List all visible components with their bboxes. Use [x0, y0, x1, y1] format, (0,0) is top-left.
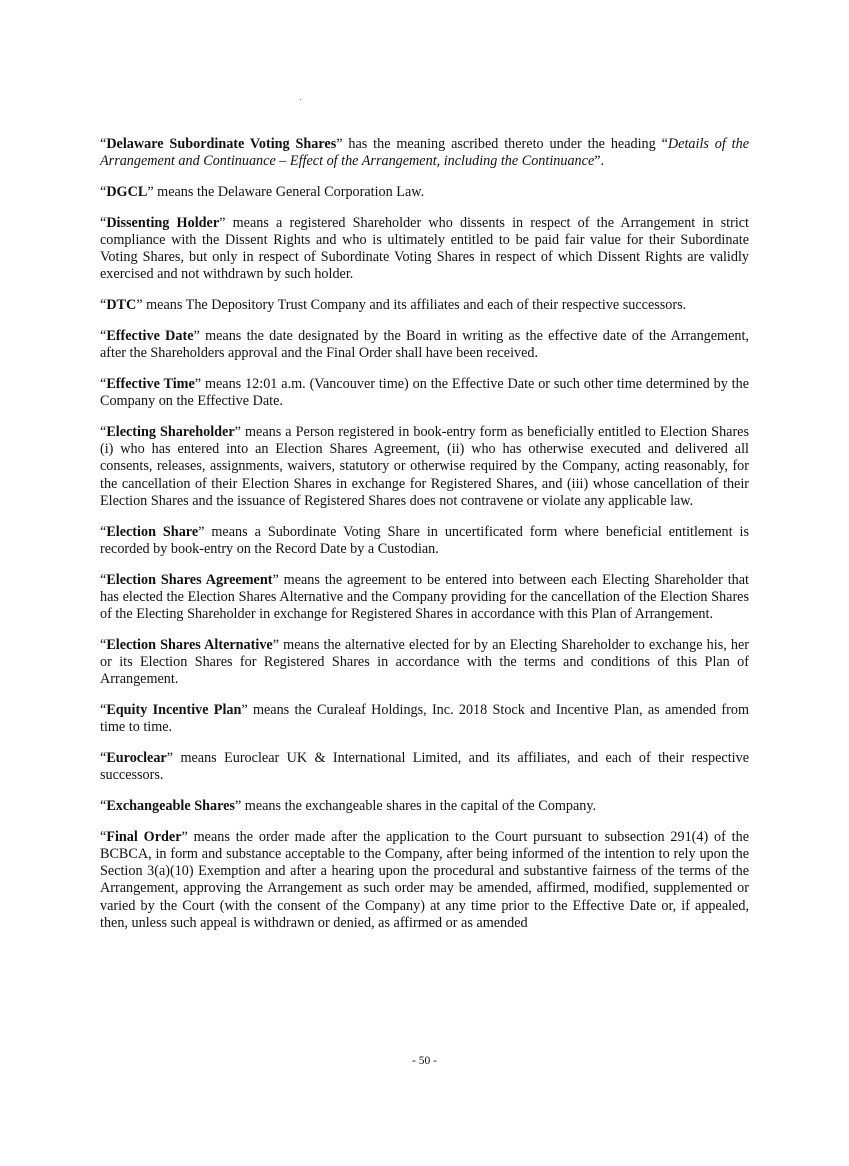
definition-final-order: “Final Order” means the order made after the application to the Court pursuant to subsection 291(4) of the BCBCA, in form and substance acceptable to the Company, after being informed of the intention to rely upon the Section 3(a)(10) Exemption and after a hearing upon the procedural and substantive fairness of the terms of the Arrangement, approving the Arrangement as such order may be amended, affirmed, modified, supplemented or varied by the Court (with the consent of the Company) at any time prior to the Effective Date or, if appealed, then, unless such appeal is withdrawn or denied, as affirmed or as amended — [100, 828, 749, 931]
definition-text: means the order made after the application to the Court pursuant to subsection 291(4) of the BCBCA, in form and substance acceptable to the Company, after being informed of the intention to rely upon the Section 3(a)(10) Exemption and after a hearing upon the procedural and substantive fairness of the terms of the Arrangement, approving the Arrangement as such order may be amended, affirmed, modified, supplemented or varied by the Court (with the consent of the Company) at any time prior to the Effective Date or, if appealed, then, unless such appeal is withdrawn or denied, as affirmed or as amended — [100, 828, 749, 931]
page-number: - 50 - — [412, 1055, 437, 1067]
definition-term: Election Shares Alternative — [106, 636, 273, 653]
definition-text: means a Subordinate Voting Share in uncertificated form where beneficial entitlement is recorded by book-entry on the Record Date by a Custodian. — [100, 523, 749, 557]
definition-term: Effective Date — [106, 328, 194, 344]
definition-equity-incentive-plan: “Equity Incentive Plan” means the Curaleaf Holdings, Inc. 2018 Stock and Incentive Plan, as amended from time to time. — [100, 702, 749, 736]
definition-text: means the exchangeable shares in the capital of the Company. — [241, 798, 597, 815]
definition-term: Election Shares Agreement — [106, 571, 273, 588]
definition-term: Effective Time — [106, 376, 195, 392]
definition-term: Delaware Subordinate Voting Shares — [106, 136, 337, 152]
definition-term: DGCL — [106, 184, 148, 200]
definition-euroclear: “Euroclear” means Euroclear UK & International Limited, and its affiliates, and each of their respective successors. — [100, 750, 749, 784]
definition-term: Election Share — [106, 523, 199, 540]
scan-speck — [300, 99, 301, 100]
definition-dissenting-holder: “Dissenting Holder” means a registered Shareholder who dissents in respect of the Arrangement in strict compliance with the Dissent Rights and who is ultimately entitled to be paid fair value for their Subordinate Voting Shares, but only in respect of Subordinate Voting Shares in respect of which Dissent Rights are validly exercised and not withdrawn by such holder. — [100, 214, 749, 283]
definitions-list — [100, 136, 749, 945]
definition-election-share: “Election Share” means a Subordinate Voting Share in uncertificated form where beneficial entitlement is recorded by book-entry on the Record Date by a Custodian. — [100, 523, 749, 557]
definition-effective-date: “Effective Date” means the date designated by the Board in writing as the effective date of the Arrangement, after the Shareholders approval and the Final Order shall have been received. — [100, 328, 749, 362]
definition-text: means The Depository Trust Company and its affiliates and each of their respective successors. — [142, 297, 687, 314]
definition-italic-heading: Details of the Arrangement and Continuance – Effect of the Arrangement, including the Continuance — [100, 136, 749, 170]
definition-text: means the Curaleaf Holdings, Inc. 2018 Stock and Incentive Plan, as amended from time to time. — [100, 702, 749, 736]
definition-election-shares-agreement: “Election Shares Agreement” means the agreement to be entered into between each Electing Shareholder that has elected the Election Shares Alternative and the Company providing for the cancellation of the Election Shares of the Electing Shareholder in exchange for Registered Shares in accordance with this Plan of Arrangement. — [100, 571, 749, 623]
definition-text: means a Person registered in book-entry form as beneficially entitled to Election Shares (i) who has entered into an Election Shares Agreement, (ii) who has otherwise executed and delivered all consents, releases, assignments, waivers, statutory or otherwise required by the Company, acting reasonably, for the cancellation of their Election Shares in exchange for Registered Shares, and (iii) whose cancellation of their Election Shares and the issuance of Registered Shares does not contravene or violate any applicable law. — [100, 424, 749, 509]
definition-text: means Euroclear UK & International Limited, and its affiliates, and each of their respective successors. — [100, 750, 749, 784]
definition-term: Equity Incentive Plan — [106, 702, 242, 719]
definition-text: means the alternative elected for by an Electing Shareholder to exchange his, her or its Election Shares for Registered Shares in accordance with the terms and conditions of this Plan of Arrangement. — [100, 636, 749, 688]
definition-exchangeable-shares: “Exchangeable Shares” means the exchangeable shares in the capital of the Company. — [100, 798, 597, 815]
definition-term: Electing Shareholder — [106, 424, 235, 440]
definition-text: means 12:01 a.m. (Vancouver time) on the Effective Date or such other time determined by the Company on the Effective Date. — [100, 376, 749, 410]
definition-election-shares-alternative: “Election Shares Alternative” means the alternative elected for by an Electing Shareholder to exchange his, her or its Election Shares for Registered Shares in accordance with the terms and conditions of this Plan of Arrangement. — [100, 636, 749, 688]
definition-tail: ”. — [594, 153, 605, 170]
definition-text: means the agreement to be entered into between each Electing Shareholder that has elected the Election Shares Alternative and the Company providing for the cancellation of the Election Shares of the Electing Shareholder in exchange for Registered Shares in accordance with this Plan of Arrangement. — [100, 571, 749, 623]
definition-delaware-subordinate-voting-shares: “Delaware Subordinate Voting Shares” has the meaning ascribed thereto under the heading “Details of the Arrangement and Continuance – Effect of the Arrangement, including the Continuance”. — [100, 136, 749, 170]
definition-term: Exchangeable Shares — [106, 798, 235, 815]
definition-term: Euroclear — [106, 750, 167, 767]
definition-effective-time: “Effective Time” means 12:01 a.m. (Vancouver time) on the Effective Date or such other time determined by the Company on the Effective Date. — [100, 376, 749, 410]
definition-text: means the date designated by the Board in writing as the effective date of the Arrangement, after the Shareholders approval and the Final Order shall have been received. — [100, 328, 749, 362]
definition-dtc: “DTC” means The Depository Trust Company and its affiliates and each of their respective successors. — [100, 297, 687, 314]
definition-term: Final Order — [106, 828, 182, 845]
definition-text: means the Delaware General Corporation Law. — [153, 184, 425, 200]
definition-text: has the meaning ascribed thereto under the heading “ — [342, 136, 668, 152]
definition-text: means a registered Shareholder who dissents in respect of the Arrangement in strict compliance with the Dissent Rights and who is ultimately entitled to be paid fair value for their Subordinate Voting Shares, but only in respect of Subordinate Voting Shares in respect of which Dissent Rights are validly exercised and not withdrawn by such holder. — [100, 214, 749, 283]
definition-dgcl: “DGCL” means the Delaware General Corporation Law. — [100, 184, 425, 200]
definition-electing-shareholder: “Electing Shareholder” means a Person registered in book-entry form as beneficially entitled to Election Shares (i) who has entered into an Election Shares Agreement, (ii) who has otherwise executed and delivered all consents, releases, assignments, waivers, statutory or otherwise required by the Company, acting reasonably, for the cancellation of their Election Shares in exchange for Registered Shares, and (iii) whose cancellation of their Election Shares and the issuance of Registered Shares does not contravene or violate any applicable law. — [100, 424, 749, 509]
definition-term: Dissenting Holder — [106, 214, 220, 231]
definition-term: DTC — [106, 297, 137, 314]
